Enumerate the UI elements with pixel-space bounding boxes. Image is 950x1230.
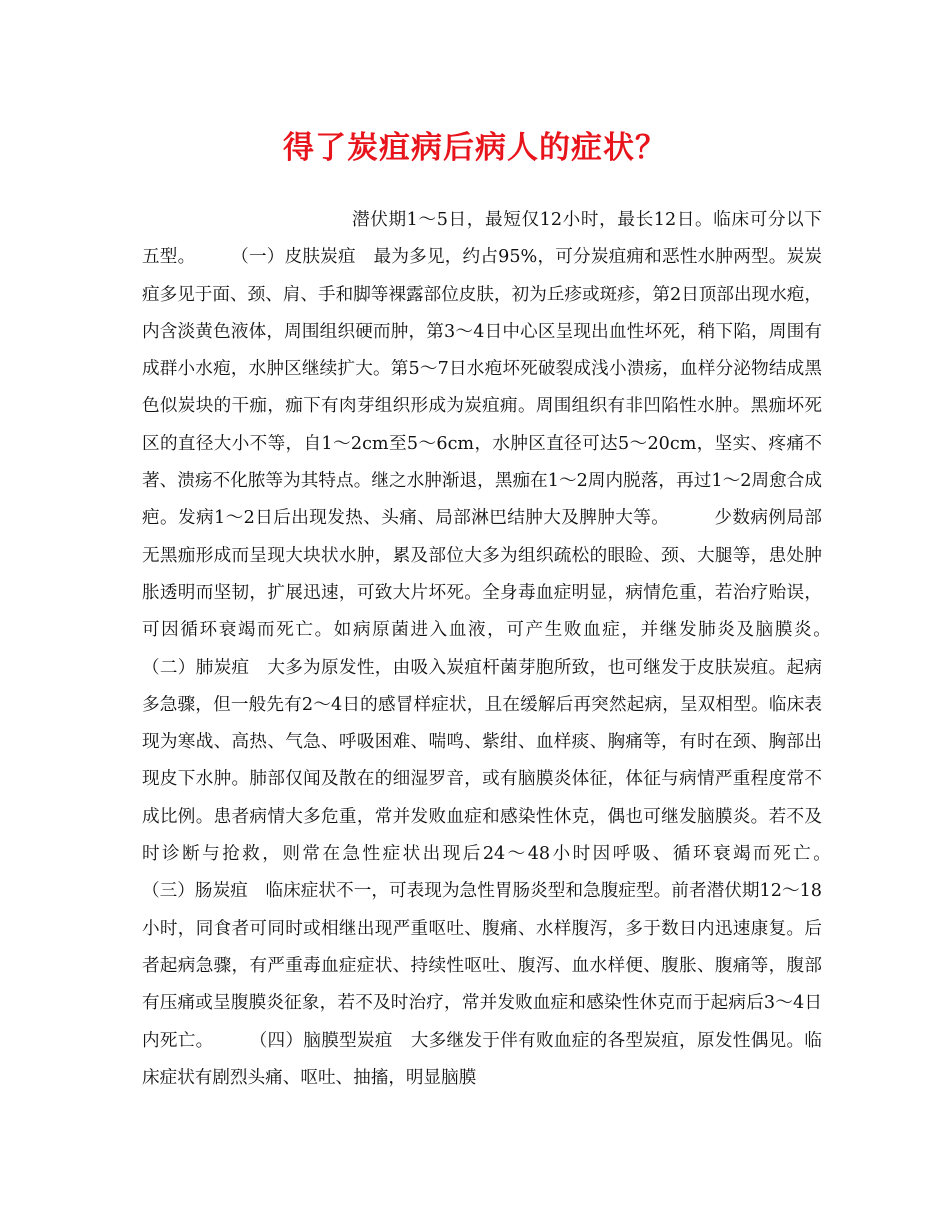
body-paragraph: 潜伏期1～5日，最短仅12小时，最长12日。临床可分以下五型。 （一）皮肤炭疽 最为多见，约占95%，可分炭疽痈和恶性水肿两型。炭炭疽多见于面、颈、肩、手和脚等裸露部位皮肤，初为丘疹或斑疹，第2日顶部出现水疱，内含淡黄色液体，周围组织硬而肿，第3～4日中心区呈现出血性坏死，稍下陷，周围有成群小水疱，水肿区继续扩大。第5～7日水疱坏死破裂成浅小溃疡，血样分泌物结成黑色似炭块的干痂，痂下有肉芽组织形成为炭疽痈。周围组织有非凹陷性水肿。黑痂坏死区的直径大小不等，自1～2cm至5～6cm，水肿区直径可达5～20cm，坚实、疼痛不著、溃疡不化脓等为其特点。继之水肿渐退，黑痂在1～2周内脱落，再过1～2周愈合成疤。发病1～2日后出现发热、头痛、局部淋巴结肿大及脾肿大等。 少数病例局部无黑痂形成而呈现大块状水肿，累及部位大多为组织疏松的眼睑、颈、大腿等，患处肿胀透明而坚韧，扩展迅速，可致大片坏死。全身毒血症明显，病情危重，若治疗贻误，可因循环衰竭而死亡。如病原菌进入血液，可产生败血症，并继发肺炎及脑膜炎。 （二）肺炭疽 大多为原发性，由吸入炭疽杆菌芽胞所致，也可继发于皮肤炭疽。起病多急骤，但一般先有2～4日的感冒样症状，且在缓解后再突然起病，呈双相型。临床表现为寒战、高热、气急、呼吸困难、喘鸣、紫绀、血样痰、胸痛等，有时在颈、胸部出现皮下水肿。肺部仅闻及散在的细湿罗音，或有脑膜炎体征，体征与病情严重程度常不成比例。患者病情大多危重，常并发败血症和感染性休克，偶也可继发脑膜炎。若不及时诊断与抢救，则常在急性症状出现后24～48小时因呼吸、循环衰竭而死亡。 （三）肠炭疽 临床症状不一，可表现为急性胃肠炎型和急腹症型。前者潜伏期12～18小时，同食者可同时或相继出现严重呕吐、腹痛、水样腹泻，多于数日内迅速康复。后者起病急骤，有严重毒血症症状、持续性呕吐、腹泻、血水样便、腹胀、腹痛等，腹部有压痛或呈腹膜炎征象，若不及时治疗，常并发败血症和感染性休克而于起病后3～4日内死亡。 （四）脑膜型炭疽 大多继发于伴有败血症的各型炭疽，原发性偶见。临床症状有剧烈头痛、呕吐、抽搐，明显脑膜 — [142, 210, 875, 1088]
page-title: 得了炭疽病后病人的症状？ — [283, 130, 667, 166]
